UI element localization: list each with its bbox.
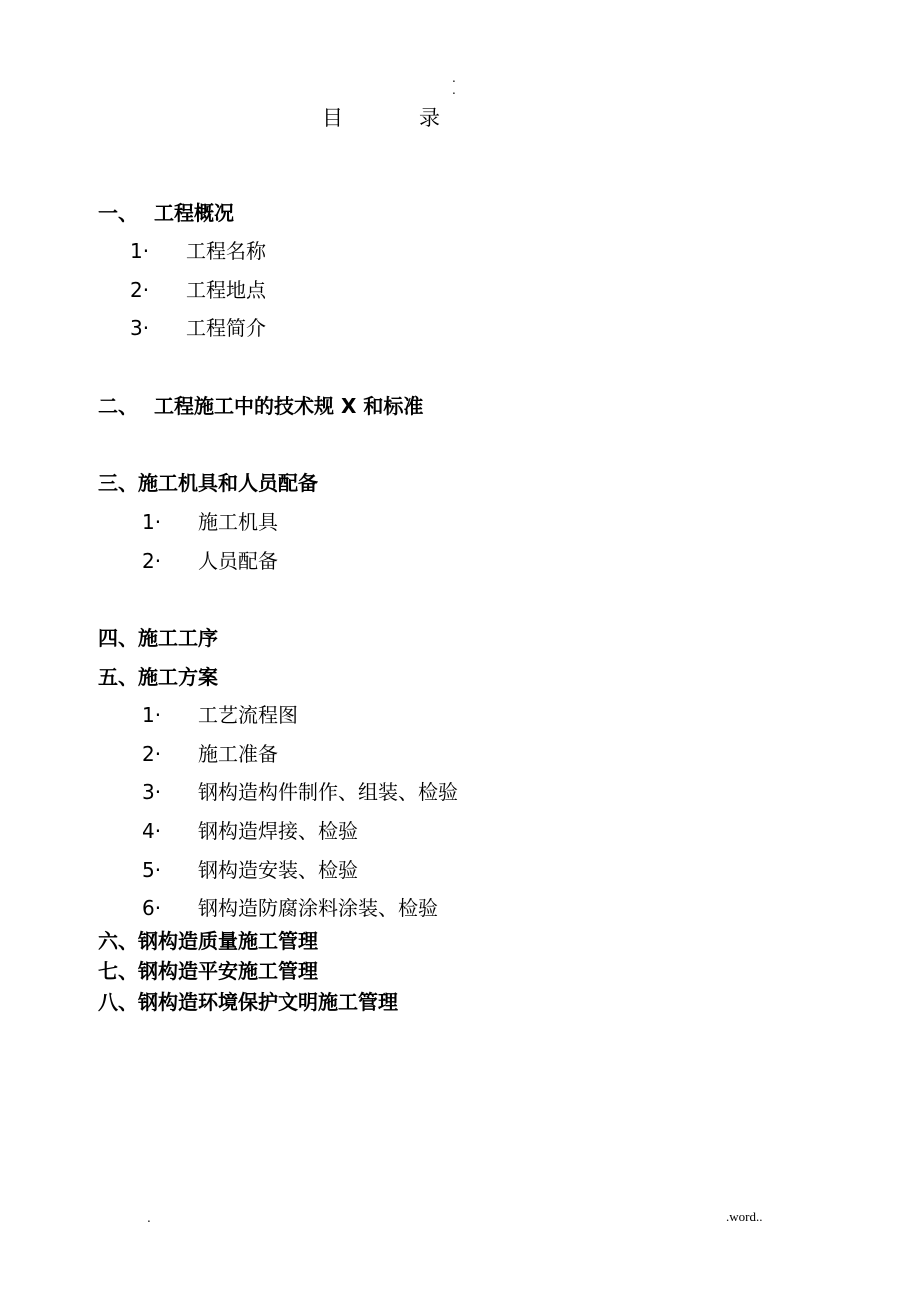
subsection-number: 2·	[142, 742, 162, 766]
toc-subsection-3-2	[142, 551, 278, 571]
subsection-number: 5·	[142, 858, 162, 882]
subsection-number: 2·	[142, 549, 162, 573]
section-title: 钢构造质量施工管理	[138, 929, 318, 953]
toc-section-4	[98, 628, 218, 648]
toc-subsection-1-2	[130, 280, 266, 300]
section-number: 三、	[98, 471, 138, 495]
subsection-number: 1·	[130, 239, 150, 263]
subsection-title: 工程简介	[186, 316, 266, 340]
section-number: 八、	[98, 990, 138, 1014]
toc-title-char-1: 目	[322, 106, 343, 130]
section-number: 七、	[98, 959, 138, 983]
toc-title-char-2: 录	[419, 106, 440, 130]
section-number: 一、	[98, 201, 138, 225]
toc-subsection-5-3	[142, 782, 458, 802]
toc-section-3	[98, 473, 318, 493]
subsection-title: 工程名称	[186, 239, 266, 263]
section-title: 施工机具和人员配备	[138, 471, 318, 495]
section-title: 钢构造环境保护文明施工管理	[138, 990, 398, 1014]
toc-section-6	[98, 931, 318, 951]
toc-subsection-5-1	[142, 705, 298, 725]
section-number: 六、	[98, 929, 138, 953]
subsection-title: 人员配备	[198, 549, 278, 573]
subsection-number: 2·	[130, 278, 150, 302]
toc-section-8	[98, 992, 398, 1012]
subsection-number: 3·	[142, 780, 162, 804]
toc-subsection-5-2	[142, 744, 278, 764]
section-title: 钢构造平安施工管理	[138, 959, 318, 983]
toc-subsection-5-5	[142, 860, 358, 880]
toc-section-7	[98, 961, 318, 981]
section-number: 五、	[98, 665, 138, 689]
toc-section-5	[98, 667, 218, 687]
toc-subsection-3-1	[142, 512, 278, 532]
toc-subsection-1-3	[130, 318, 266, 338]
footer-right-mark: .word..	[726, 1209, 763, 1224]
footer-left-mark: .	[147, 1211, 151, 1225]
subsection-number: 1·	[142, 510, 162, 534]
subsection-title: 施工机具	[198, 510, 278, 534]
toc-section-1	[98, 203, 234, 223]
subsection-title: 钢构造安装、检验	[198, 858, 358, 882]
subsection-title: 钢构造焊接、检验	[198, 819, 358, 843]
header-marks: . .	[452, 71, 456, 97]
subsection-title: 施工准备	[198, 742, 278, 766]
subsection-number: 6·	[142, 896, 162, 920]
toc-subsection-1-1	[130, 241, 266, 261]
section-number: 四、	[98, 626, 138, 650]
subsection-title: 钢构造构件制作、组装、检验	[198, 780, 458, 804]
section-title: 工程概况	[154, 201, 234, 225]
subsection-title: 工艺流程图	[198, 703, 298, 727]
section-number: 二、	[98, 394, 138, 418]
toc-subsection-5-6	[142, 898, 438, 918]
subsection-title: 工程地点	[186, 278, 266, 302]
section-title: 施工方案	[138, 665, 218, 689]
subsection-title: 钢构造防腐涂料涂装、检验	[198, 896, 438, 920]
section-title: 施工工序	[138, 626, 218, 650]
subsection-number: 4·	[142, 819, 162, 843]
subsection-number: 3·	[130, 316, 150, 340]
section-title: 工程施工中的技术规 X 和标准	[154, 394, 424, 418]
toc-subsection-5-4	[142, 821, 358, 841]
toc-section-2	[98, 396, 423, 416]
subsection-number: 1·	[142, 703, 162, 727]
